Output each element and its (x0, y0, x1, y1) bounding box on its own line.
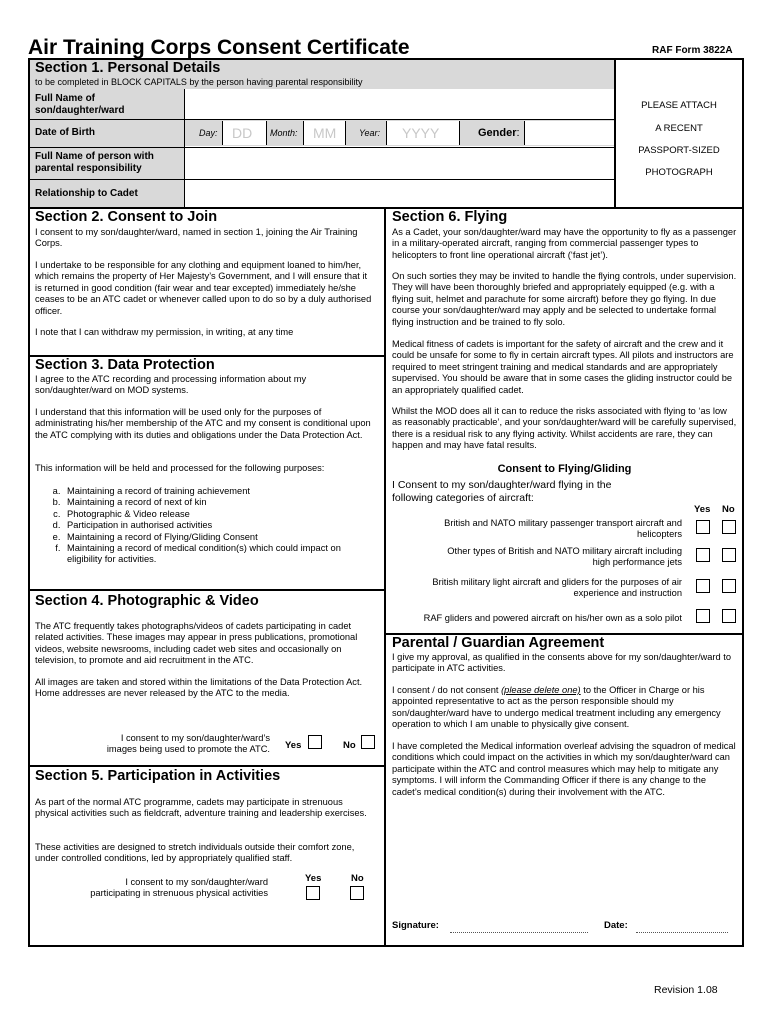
section-3-title: Section 3. Data Protection (35, 357, 215, 373)
month-label: Month: (270, 128, 298, 138)
day-placeholder: DD (232, 125, 253, 141)
flying-cat4-no[interactable] (722, 609, 736, 623)
flying-yes-header: Yes (694, 504, 711, 515)
section-5-p2: These activities are designed to stretch individuals outside their comfort zone, under controlled conditions, led by appropriately qualified staff. (35, 842, 355, 864)
section-3-p3: This information will be held and processed for the following purposes: (35, 463, 325, 473)
relationship-field[interactable] (186, 180, 614, 207)
section-5-p1: As part of the normal ATC programme, cadets may participate in strenuous physical activities such as fieldcraft, adventure training and leadership exercises. (35, 797, 367, 819)
photo-consent-yes-label: Yes (285, 740, 302, 751)
flying-cat3-no[interactable] (722, 579, 736, 593)
section-4-p1: The ATC frequently takes photographs/videos of cadets participating in cadet related activities. These images may appear in press publications, promotional videos, website newsrooms, including cadet web sites and occasionally on television, to promote and aid recruitment in the ATC. (35, 621, 358, 666)
purpose-item: f. Maintaining a record of medical condition(s) which could impact on eligibility for activities. (63, 543, 375, 566)
flying-cat2-no[interactable] (722, 548, 736, 562)
section-4-title: Section 4. Photographic & Video (35, 593, 259, 609)
section-6-p4: Whilst the MOD does all it can to reduce the risks associated with flying to ‘as low as reasonably practicable’, and your son/daughter/ward will be carefully supervised, there is a residual risk to any flying activity. Whilst accidents are rare, they can happen and may have fatal results. (392, 406, 737, 451)
purpose-list (35, 486, 375, 566)
section-2-title: Section 2. Consent to Join (35, 209, 218, 225)
flying-category-1: British and NATO military passenger transport aircraft and helicopters (444, 518, 682, 540)
flying-cat1-yes[interactable] (696, 520, 710, 534)
photo-consent-no-label: No (343, 740, 356, 751)
photo-consent-no-checkbox[interactable] (361, 735, 375, 749)
date-label: Date: (604, 920, 628, 931)
agreement-p1: I give my approval, as qualified in the consents above for my son/daughter/ward to participate in ATC activities. (392, 652, 732, 674)
purpose-item: b. Maintaining a record of next of kin (63, 497, 375, 508)
dob-label: Date of Birth (35, 127, 95, 138)
signature-label: Signature: (392, 920, 439, 931)
section-2-p3: I note that I can withdraw my permission, in writing, at any time (35, 327, 294, 337)
gender-field[interactable] (524, 121, 615, 145)
section-1-title: Section 1. Personal Details (35, 60, 221, 76)
flying-consent-intro: I Consent to my son/daughter/ward flying in the following categories of aircraft: (392, 479, 612, 504)
activity-no-label: No (351, 873, 364, 884)
form-title: Air Training Corps Consent Certificate (28, 36, 410, 59)
revision-label: Revision 1.08 (654, 984, 718, 996)
day-label: Day: (199, 128, 218, 138)
month-placeholder: MM (313, 125, 337, 141)
purpose-item: e. Maintaining a record of Flying/Gliding Consent (63, 532, 375, 543)
activity-yes-checkbox[interactable] (306, 886, 320, 900)
flying-cat3-yes[interactable] (696, 579, 710, 593)
section-1-instruction: to be completed in BLOCK CAPITALS by the person having parental responsibility (35, 77, 363, 87)
agreement-title: Parental / Guardian Agreement (392, 635, 605, 651)
purpose-item: c. Photographic & Video release (63, 509, 375, 520)
flying-category-2: Other types of British and NATO military aircraft including high performance jets (447, 546, 682, 568)
purpose-item: d. Participation in authorised activities (63, 520, 375, 531)
section-2-p2: I undertake to be responsible for any clothing and equipment loaned to him/her, which remains the property of Her Majesty’s Government, and I will ensure that it is returned in good condition (fair wear and tear excepted) immediately he/she ceases to be an ATC cadet or whenever called upon to do so by a duly authorised officer. (35, 260, 372, 316)
flying-no-header: No (722, 504, 735, 515)
parent-name-label: Full Name of person with parental responsibility (35, 151, 154, 174)
section-6-title: Section 6. Flying (392, 209, 508, 225)
photo-instructions: PLEASE ATTACH A RECENT PASSPORT-SIZED PHOTOGRAPH (638, 100, 720, 178)
section-4-p2: All images are taken and stored within the limitations of the Data Protection Act. Home addresses are never released by the ATC to the media. (35, 677, 363, 699)
flying-category-3: British military light aircraft and gliders for the purposes of air experience and instruction (432, 577, 682, 599)
agreement-p3: I have completed the Medical information overleaf advising the squadron of medical conditions which could impact on the activities in which my son/daughter/ward can participate within the ATC and control measures which may help to mitigate any symptoms. I will inform the Commanding Officer if there is any change to the cadet’s medical condition(s) during their involvement with the ATC. (392, 741, 736, 797)
left-column (28, 207, 386, 947)
activity-consent-label: I consent to my son/daughter/ward participating in strenuous physical activities (90, 877, 268, 899)
section-6-p3: Medical fitness of cadets is important for the safety of aircraft and the crew and it could be unsafe for some to fly in certain aircraft types. All pilots and instructors are required to meet stringent training and medical standards and are appropriately supervised. You should be aware that in some cases the gliding instructor could be an appropriately qualified cadet. (392, 339, 734, 395)
flying-cat4-yes[interactable] (696, 609, 710, 623)
section-6-p1: As a Cadet, your son/daughter/ward may have the opportunity to fly as a passenger in a military-operated aircraft, ranging from commercial passenger types to helicopters to front line operational aircraft (‘fast jet’). (392, 227, 737, 260)
date-line[interactable] (636, 932, 728, 933)
section-6-p2: On such sorties they may be invited to handle the flying controls, under supervision. They will have been thoroughly briefed and appropriately equipped (e.g. with a flying suit, helmet and parachute for some aircraft) before they go flying. In due course your son/daughter/ward may apply and be selected to undertake formal flying instruction and be trained to fly solo. (392, 271, 737, 327)
section-5-title: Section 5. Participation in Activities (35, 768, 281, 784)
form-number: RAF Form 3822A (652, 45, 733, 56)
section-3-p1: I agree to the ATC recording and processing information about my son/daughter/ward on MOD systems. (35, 374, 307, 396)
gender-label: Gender: (478, 127, 520, 139)
flying-cat1-no[interactable] (722, 520, 736, 534)
flying-consent-title: Consent to Flying/Gliding (497, 463, 632, 475)
flying-cat2-yes[interactable] (696, 548, 710, 562)
full-name-label: Full Name of son/daughter/ward (35, 93, 125, 116)
photo-consent-yes-checkbox[interactable] (308, 735, 322, 749)
relationship-label: Relationship to Cadet (35, 188, 138, 199)
agreement-p2: I consent / do not consent (please delete one) to the Officer in Charge or his appointed representative to act as the person responsible should my son/daughter/ward have to undergo medical treatment including any emergency operation to which I am unable to physically give consent. (392, 685, 721, 730)
year-label: Year: (359, 128, 381, 138)
section-2-p1: I consent to my son/daughter/ward, named in section 1, joining the Air Training Corps. (35, 227, 358, 249)
photo-consent-label: I consent to my son/daughter/ward’s images being used to promote the ATC. (106, 733, 270, 755)
section-3-p2: I understand that this information will be used only for the purposes of administrating his/her membership of the ATC and my consent is conditional upon the ATC complying with its duties and obligations under the Data Protection Act. (35, 407, 371, 440)
year-placeholder: YYYY (402, 125, 440, 141)
full-name-field[interactable] (186, 90, 614, 118)
parent-name-field[interactable] (186, 148, 614, 178)
activity-no-checkbox[interactable] (350, 886, 364, 900)
purpose-item: a. Maintaining a record of training achievement (63, 486, 375, 497)
signature-line[interactable] (450, 932, 588, 933)
flying-category-4: RAF gliders and powered aircraft on his/her own as a solo pilot (423, 613, 682, 623)
activity-yes-label: Yes (305, 873, 322, 884)
